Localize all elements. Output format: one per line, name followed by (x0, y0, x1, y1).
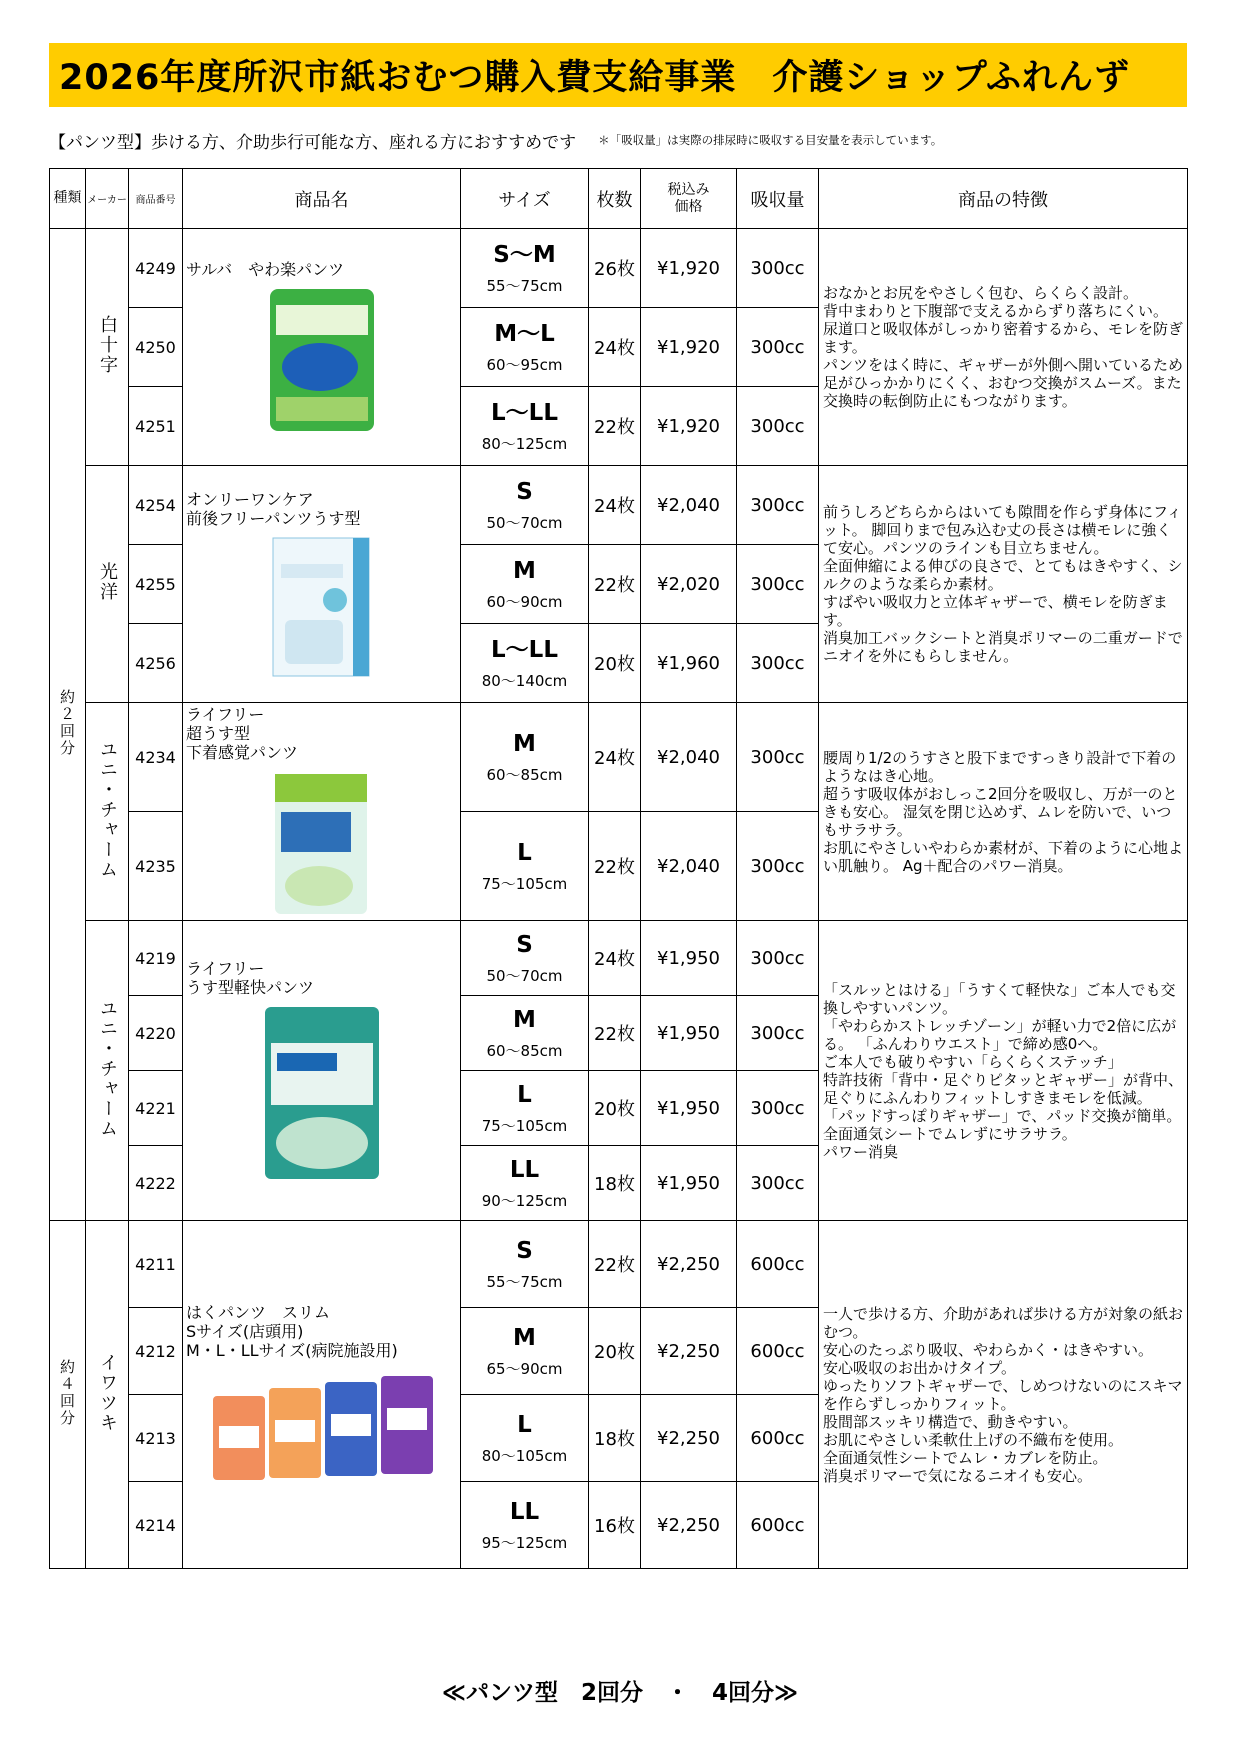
maker-label: ユニ・チャーム (97, 998, 118, 1139)
product-code: 4255 (129, 545, 183, 624)
product-code: 4214 (129, 1482, 183, 1569)
absorption: 600cc (737, 1308, 819, 1395)
lifree-shitagi-kankaku-package-image (269, 768, 374, 918)
sheet-count: 20枚 (589, 1071, 641, 1146)
absorption: 600cc (737, 1221, 819, 1308)
absorption: 300cc (737, 624, 819, 703)
product-code: 4222 (129, 1146, 183, 1221)
price: ¥2,040 (641, 466, 737, 545)
waist-range: 60～85cm (486, 766, 563, 784)
size-cell (461, 624, 589, 703)
waist-range: 80～125cm (481, 435, 568, 453)
onlyone-care-pants-package-image (267, 534, 377, 679)
page-title: 2026年度所沢市紙おむつ購入費支給事業 介護ショップふれんず (49, 43, 1187, 107)
product-code: 4235 (129, 812, 183, 921)
waist-range: 60～90cm (486, 593, 563, 611)
size-label: L (517, 1412, 532, 1438)
maker-cell (86, 921, 129, 1221)
size-cell (461, 1482, 589, 1569)
product-name-cell (183, 921, 461, 1221)
absorption: 600cc (737, 1482, 819, 1569)
product-features: 一人で歩ける方、介助があれば歩ける方が対象の紙おむつ。 安心のたっぷり吸収、やわらかく・はきやすい。 安心吸収のお出かけタイプ。 ゆったりソフトギャザーで、しめつけないのにスキマを作らずしっかりフィット。 股間部スッキリ構造で、動きやすい。 お肌にやさしい柔軟仕上げの不織布を使用。 全面通気性シートでムレ・カブレを防止。 消臭ポリマーで気になるニオイも安心。 (823, 1304, 1184, 1485)
features-cell (819, 703, 1188, 921)
size-cell (461, 1071, 589, 1146)
table-body (50, 229, 1188, 1569)
product-features: 前うしろどちらからはいても隙間を作らず身体にフィット。 脚回りまで包み込む丈の長さは横モレに強くて安心。パンツのラインも目立ちません。 全面伸縮による伸びの良さで、とてもはきやすく、シルクのような柔らか素材。 すばやい吸収力と立体ギャザーで、横モレを防ぎます。 消臭加工バックシートと消臭ポリマーの二重ガードでニオイを外にもらしません。 (823, 503, 1183, 665)
product-code: 4249 (129, 229, 183, 308)
product-code: 4234 (129, 703, 183, 812)
header-maker: メーカー (86, 169, 129, 229)
price: ¥1,950 (641, 921, 737, 996)
absorption: 300cc (737, 229, 819, 308)
sheet-count: 24枚 (589, 308, 641, 387)
product-code: 4220 (129, 996, 183, 1071)
size-cell (461, 812, 589, 921)
size-cell (461, 921, 589, 996)
size-cell (461, 996, 589, 1071)
price: ¥2,250 (641, 1482, 737, 1569)
sheet-count: 20枚 (589, 1308, 641, 1395)
sheet-count: 24枚 (589, 921, 641, 996)
absorption-note: ＊「吸収量」は実際の排尿時に吸収する目安量を表示しています。 (598, 133, 943, 147)
product-code: 4212 (129, 1308, 183, 1395)
waist-range: 50～70cm (486, 967, 563, 985)
header-code: 商品番号 (129, 169, 183, 229)
waist-range: 65～90cm (486, 1360, 563, 1378)
absorption: 300cc (737, 1071, 819, 1146)
header-name: 商品名 (183, 169, 461, 229)
product-name: サルバ やわ楽パンツ (186, 259, 345, 279)
absorption: 300cc (737, 308, 819, 387)
price: ¥1,920 (641, 308, 737, 387)
product-name: ライフリー 超うす型 下着感覚パンツ (186, 705, 299, 762)
product-code: 4251 (129, 387, 183, 466)
sheet-count: 22枚 (589, 996, 641, 1071)
product-code: 4256 (129, 624, 183, 703)
waist-range: 60～85cm (486, 1042, 563, 1060)
price: ¥2,040 (641, 703, 737, 812)
sheet-count: 16枚 (589, 1482, 641, 1569)
product-name: オンリーワンケア 前後フリーパンツうす型 (186, 489, 361, 528)
size-label: L (517, 1082, 532, 1108)
maker-cell (86, 229, 129, 466)
maker-cell (86, 466, 129, 703)
subtitle: 【パンツ型】歩ける方、介助歩行可能な方、座れる方におすすめです (49, 132, 577, 153)
price: ¥2,020 (641, 545, 737, 624)
table-row (50, 703, 1188, 812)
sheet-count: 22枚 (589, 387, 641, 466)
size-label: M (513, 558, 536, 584)
size-label: L～LL (491, 637, 558, 663)
price: ¥2,040 (641, 812, 737, 921)
price: ¥1,950 (641, 996, 737, 1071)
product-features: おなかとお尻をやさしく包む、らくらく設計。 背中まわりと下腹部で支えるからずり落ちにくい。 尿道口と吸収体がしっかり密着するから、モレを防ぎます。 パンツをはく時に、ギャザーが外側へ開いているため足がひっかかりにくく、おむつ交換がスムーズ。また交換時の転倒防止にもつながります。 (823, 284, 1184, 410)
sheet-count: 24枚 (589, 466, 641, 545)
type-label: 約２回分 (58, 688, 76, 757)
table-row (50, 229, 1188, 308)
waist-range: 80～140cm (481, 672, 568, 690)
header-absorb: 吸収量 (737, 169, 819, 229)
header-size: サイズ (461, 169, 589, 229)
sheet-count: 18枚 (589, 1146, 641, 1221)
sheet-count: 22枚 (589, 812, 641, 921)
product-code: 4213 (129, 1395, 183, 1482)
waist-range: 55～75cm (486, 1273, 563, 1291)
product-features: 「スルッとはける」「うすくて軽快な」ご本人でも交換しやすいパンツ。 「やわらかストレッチゾーン」が軽い力で2倍に広がる。 「ふんわりウエスト」で締め感0へ。 ご本人でも破りやすい「らくらくステッチ」 特許技術「背中・足ぐりピタッとギャザー」が背中、足ぐりにふんわりフィットしすきまモレを低減。 「パッドすっぽりギャザー」で、パッド交換が簡単。 全面通気シートでムレずにサラサラ。 パワー消臭 (823, 980, 1184, 1161)
sheet-count: 24枚 (589, 703, 641, 812)
size-label: L (517, 840, 532, 866)
absorption: 300cc (737, 387, 819, 466)
price: ¥2,250 (641, 1308, 737, 1395)
salvare-yawaraku-pants-package-image (262, 285, 382, 435)
maker-label: ユニ・チャーム (97, 739, 118, 880)
absorption: 300cc (737, 812, 819, 921)
lifree-usugata-keikai-package-image (257, 1003, 387, 1183)
product-name-cell (183, 466, 461, 703)
product-code: 4211 (129, 1221, 183, 1308)
iwatsuki-haku-pants-slim-package-image (207, 1366, 437, 1486)
sheet-count: 26枚 (589, 229, 641, 308)
header-price: 税込み 価格 (641, 169, 737, 229)
price: ¥1,960 (641, 624, 737, 703)
size-label: S (516, 932, 533, 958)
absorption: 300cc (737, 1146, 819, 1221)
waist-range: 90～125cm (481, 1192, 568, 1210)
sheet-count: 20枚 (589, 624, 641, 703)
size-cell (461, 545, 589, 624)
price: ¥1,950 (641, 1146, 737, 1221)
size-cell (461, 1308, 589, 1395)
size-label: M～L (494, 321, 555, 347)
waist-range: 75～105cm (481, 875, 568, 893)
size-cell (461, 466, 589, 545)
header-count: 枚数 (589, 169, 641, 229)
sheet-count: 22枚 (589, 545, 641, 624)
size-label: LL (509, 1499, 540, 1525)
size-label: M (513, 731, 536, 757)
size-label: S (516, 1238, 533, 1264)
price: ¥2,250 (641, 1221, 737, 1308)
footer-caption: ≪パンツ型 2回分 ・ 4回分≫ (441, 1680, 799, 1706)
size-label: S (516, 479, 533, 505)
price: ¥1,920 (641, 387, 737, 466)
waist-range: 55～75cm (486, 277, 563, 295)
sheet-count: 18枚 (589, 1395, 641, 1482)
absorption: 600cc (737, 1395, 819, 1482)
features-cell (819, 1221, 1188, 1569)
absorption: 300cc (737, 921, 819, 996)
product-name: はくパンツ スリム Sサイズ(店頭用) M・L・LLサイズ(病院施設用) (186, 1303, 398, 1360)
table-row (50, 921, 1188, 996)
price: ¥1,920 (641, 229, 737, 308)
waist-range: 80～105cm (481, 1447, 568, 1465)
maker-cell (86, 1221, 129, 1569)
table-header-row (50, 169, 1188, 229)
subtitle-row (49, 127, 1187, 153)
size-label: L～LL (491, 400, 558, 426)
features-cell (819, 466, 1188, 703)
product-name-cell (183, 229, 461, 466)
product-name: ライフリー うす型軽快パンツ (186, 958, 315, 997)
header-type: 種類 (50, 169, 86, 229)
product-features: 腰周り1/2のうすさと股下まですっきり設計で下着のようなはき心地。 超うす吸収体がおしっこ2回分を吸収し、万が一のときも安心。 湿気を閉じ込めず、ムレを防いで、いつもサラサラ。 お肌にやさしいやわらか素材が、下着のように心地よい肌触り。 Ag＋配合のパワー消臭。 (823, 748, 1184, 875)
size-cell (461, 1146, 589, 1221)
absorption: 300cc (737, 703, 819, 812)
product-name-cell (183, 703, 461, 921)
maker-label: イワツキ (97, 1352, 118, 1433)
product-name-cell (183, 1221, 461, 1569)
table-row (50, 466, 1188, 545)
size-cell (461, 308, 589, 387)
product-table (49, 168, 1188, 1569)
waist-range: 75～105cm (481, 1117, 568, 1135)
type-cell (50, 1221, 86, 1569)
price: ¥2,250 (641, 1395, 737, 1482)
sheet-count: 22枚 (589, 1221, 641, 1308)
size-cell (461, 1221, 589, 1308)
size-cell (461, 1395, 589, 1482)
table-row (50, 1221, 1188, 1308)
size-label: LL (509, 1157, 540, 1183)
product-code: 4254 (129, 466, 183, 545)
features-cell (819, 229, 1188, 466)
product-code: 4221 (129, 1071, 183, 1146)
type-cell (50, 229, 86, 1221)
waist-range: 50～70cm (486, 514, 563, 532)
size-label: M (513, 1007, 536, 1033)
maker-label: 白十字 (97, 315, 118, 375)
features-cell (819, 921, 1188, 1221)
maker-cell (86, 703, 129, 921)
absorption: 300cc (737, 996, 819, 1071)
size-cell (461, 229, 589, 308)
size-label: S～M (493, 242, 556, 268)
product-code: 4219 (129, 921, 183, 996)
price: ¥1,950 (641, 1071, 737, 1146)
absorption: 300cc (737, 466, 819, 545)
size-cell (461, 703, 589, 812)
type-label: 約４回分 (58, 1358, 76, 1427)
maker-label: 光洋 (97, 562, 118, 602)
waist-range: 60～95cm (486, 356, 563, 374)
absorption: 300cc (737, 545, 819, 624)
size-cell (461, 387, 589, 466)
product-code: 4250 (129, 308, 183, 387)
waist-range: 95～125cm (481, 1534, 568, 1552)
size-label: M (513, 1325, 536, 1351)
header-features: 商品の特徴 (819, 169, 1188, 229)
